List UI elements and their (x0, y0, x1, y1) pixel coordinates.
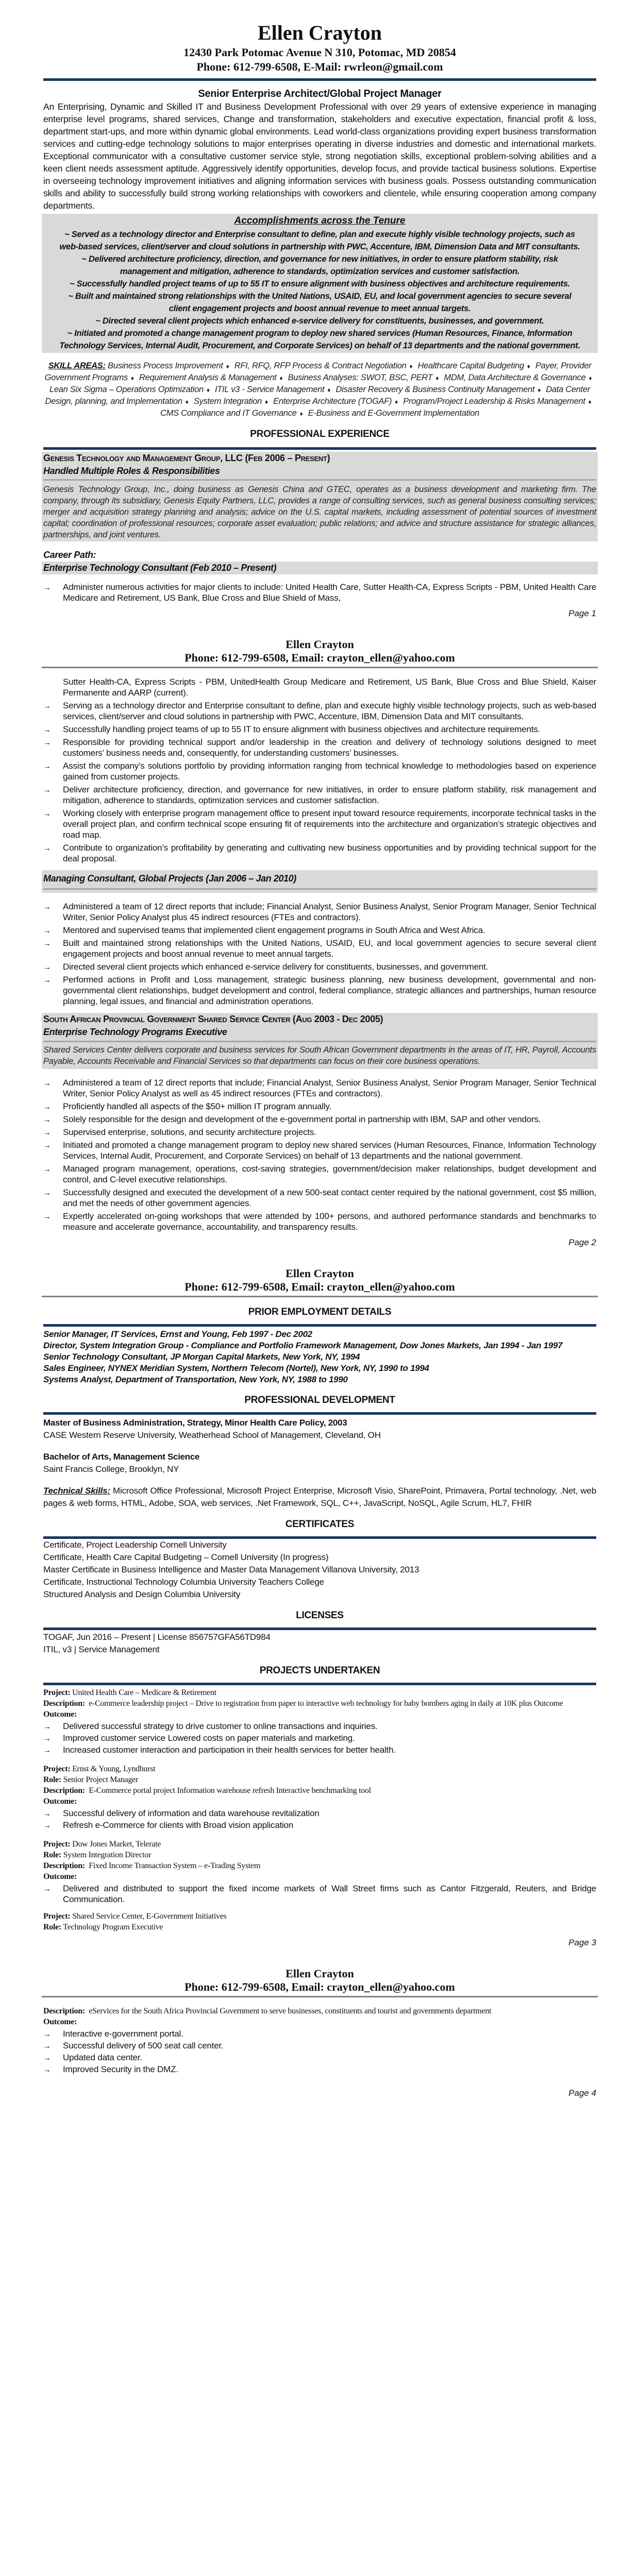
skill-item: ITIL v3 - Service Management (215, 385, 325, 394)
bullet-text: Performed actions in Profit and Loss management, strategic business planning, new business development, governmental and non-governmental client relationships, budget development and control, federal compliance, strategic alliances and partnerships, human resource planning, legal issues, and financial and administration operations. (63, 975, 596, 1006)
divider (43, 888, 596, 890)
skill-item: Healthcare Capital Budgeting (417, 361, 524, 370)
arrow-bullet-icon (43, 1077, 51, 1089)
outcome-label: Outcome: (43, 1797, 77, 1806)
divider (43, 447, 596, 450)
bullet-text: Working closely with enterprise program management office to present input toward resource requirements, incorporate technical tasks in the overall project plan, and confirm technical scope ensuring fit of requirements into the architecture and organization’s strategic objectives and road map. (63, 808, 596, 840)
outcome-label: Outcome: (43, 1710, 77, 1719)
bullet-list (43, 901, 596, 1007)
list-item (43, 961, 596, 972)
bullet-text: Managed program management, operations, cost-saving strategies, government/decision maker relationships, budget development and control, and C-level executive relationships. (63, 1164, 596, 1184)
list-item (43, 582, 596, 603)
professional-title: Senior Enterprise Architect/Global Project Manager (198, 88, 442, 99)
project-role: Technology Program Executive (63, 1923, 163, 1931)
list-item (43, 974, 596, 1007)
company-description: Genesis Technology Group, Inc., doing business as Genesis China and GTEC, operates as a business development and marketing firm. The company, through its subsidiary, Genesis Equity Partners, LLC, provides a range of consulting services, such as general business consulting services; merger and acquisition strategy planning and analysis; advice on the U.S. capital markets, including assessment of potential sources of investment capital; coordination of professional resources; corporate asset evaluation; public relations; and advice and structure assistance for strategic alliances, partnerships, and joint ventures. (43, 485, 596, 539)
contact-line: Phone: 612-799-6508, E-Mail: rwrleon@gmail.com (196, 60, 443, 73)
list-item (43, 925, 596, 936)
company-box-south-africa (42, 1013, 598, 1069)
outcome-label: Outcome: (43, 2018, 77, 2026)
company-box-genesis (42, 452, 598, 541)
divider (42, 1296, 598, 1297)
certificate: Master Certificate in Business Intelligence and Master Data Management Villanova University, 2013 (43, 1565, 419, 1574)
prior-job: Systems Analyst, Department of Transportation, New York, NY, 1988 to 1990 (43, 1375, 348, 1384)
skill-areas (43, 360, 596, 419)
list-item-continued (43, 676, 596, 698)
skill-areas-label: SKILL AREAS: (48, 361, 106, 370)
page-break (0, 1252, 639, 1267)
diamond-separator-icon (392, 397, 401, 406)
certificate: Certificate, Instructional Technology Columbia University Teachers College (43, 1577, 324, 1587)
degree: Master of Business Administration, Strategy, Minor Health Care Policy, 2003 (43, 1418, 347, 1428)
bullet-text: Delivered successful strategy to drive customer to online transactions and inquiries. (63, 1721, 378, 1731)
bullet-list (43, 1721, 596, 1755)
page-number: Page 4 (568, 2088, 596, 2098)
running-header-name: Ellen Crayton (285, 638, 354, 651)
diamond-separator-icon (406, 361, 415, 370)
description-label: Description: (43, 1861, 85, 1870)
project-entry (43, 1764, 596, 1807)
arrow-bullet-icon (43, 925, 51, 936)
bullet-text: Successful delivery of 500 seat call center. (63, 2041, 224, 2050)
candidate-name: Ellen Crayton (257, 21, 382, 44)
diamond-separator-icon (297, 409, 306, 418)
skill-item: System Integration (193, 397, 262, 406)
accomplishment-item: ~ Initiated and promoted a change management program to deploy new shared services (Human Resources, Finance, Information Technology Services, Internal Audit, Procurement, and Corporate Services) on behalf of 13 departments and the national government. (59, 329, 580, 350)
diamond-separator-icon (534, 385, 544, 394)
project-description: E-Commerce portal project Information warehouse refresh Interactive benchmarking tool (89, 1786, 371, 1795)
page-4-content (43, 1968, 596, 2099)
running-header-contact: Phone: 612-799-6508, Email: crayton_ellen@yahoo.com (184, 1280, 455, 1293)
bullet-list (43, 2028, 596, 2075)
diamond-separator-icon (128, 373, 137, 382)
list-item (43, 2040, 596, 2051)
page-1 (0, 0, 639, 623)
arrow-bullet-icon (43, 961, 51, 973)
company-name: South African Provincial Government Shared Service Center (Aug 2003 - Dec 2005) (43, 1014, 383, 1024)
accomplishment-item: ~ Successfully handled project teams of up to 55 IT to ensure alignment with business objectives and architecture requirements. (70, 279, 570, 289)
project-name: Ernst & Young, Lyndhurst (72, 1765, 156, 1773)
description-label: Description: (43, 2007, 85, 2015)
bullet-list (43, 1883, 596, 1905)
bullet-text: Solely responsible for the design and development of the e-government portal in partnership with IBM, SAP and other vendors. (63, 1114, 541, 1124)
page-2-content (43, 638, 596, 1249)
diamond-separator-icon (182, 397, 192, 406)
prior-job: Senior Manager, IT Services, Ernst and Young, Feb 1997 - Dec 2002 (43, 1329, 312, 1339)
bullet-text: Delivered and distributed to support the fixed income markets of Wall Street firms such as Cantor Fitzgerald, Reuters, and Bridge Communication. (63, 1884, 596, 1904)
page-3-content (43, 1267, 596, 1949)
arrow-bullet-icon (43, 582, 51, 593)
arrow-bullet-icon (43, 2028, 51, 2040)
skill-item: MDM, Data Architecture & Governance (444, 373, 586, 382)
role-label: Role: (43, 1775, 61, 1784)
divider (43, 1041, 596, 1042)
project-line (43, 1911, 596, 1922)
role-label: Role: (43, 1851, 61, 1859)
arrow-bullet-icon (43, 1733, 51, 1744)
list-item (43, 784, 596, 806)
company-name: Genesis Technology and Management Group, LLC (Feb 2006 – Present) (43, 453, 330, 463)
list-item (43, 938, 596, 959)
section-heading-prior-employment: PRIOR EMPLOYMENT DETAILS (248, 1307, 392, 1317)
arrow-bullet-icon (43, 1820, 51, 1831)
arrow-bullet-icon (43, 784, 51, 795)
project-line (43, 1764, 596, 1774)
arrow-bullet-icon (43, 2040, 51, 2052)
skill-item: CMS Compliance and IT Governance (160, 409, 297, 418)
divider (43, 1683, 596, 1685)
bullet-text: Deliver architecture proficiency, direction, and governance for new initiatives, in order to ensure platform stability, risk management and mitigation, adherence to standards, optimization services and customer satisfaction. (63, 785, 596, 805)
list-item (43, 1211, 596, 1232)
school: CASE Western Reserve University, Weatherhead School of Management, Cleveland, OH (43, 1430, 381, 1440)
divider (43, 1324, 596, 1327)
arrow-bullet-icon (43, 2052, 51, 2063)
bullet-text: Successfully designed and executed the development of a new 500-seat contact center required by the national government, cost $5 million, and met the needs of other government agencies. (63, 1188, 596, 1208)
description-line (43, 2006, 596, 2016)
skill-item: Disaster Recovery & Business Continuity Management (335, 385, 535, 394)
arrow-bullet-icon (43, 1744, 51, 1756)
page-number: Page 1 (568, 608, 596, 618)
list-item (43, 842, 596, 864)
project-description: eServices for the South Africa Provincial Government to serve businesses, constituents and tourist and governments department (89, 2007, 492, 2015)
divider (43, 78, 596, 81)
arrow-bullet-icon (43, 1187, 51, 1198)
diamond-separator-icon (276, 373, 285, 382)
description-line (43, 1860, 596, 1871)
bullet-text: Increased customer interaction and participation in their health services for better health. (63, 1745, 396, 1755)
section-heading-projects: PROJECTS UNDERTAKEN (259, 1665, 380, 1676)
description-line (43, 1698, 596, 1709)
skill-item: Enterprise Architecture (TOGAF) (273, 397, 392, 406)
skill-item: Data Center Design, planning, and Implementation (45, 385, 591, 406)
diamond-separator-icon (324, 385, 333, 394)
skill-item: RFI, RFQ, RFP Process & Contract Negotiation (234, 361, 407, 370)
role-line (43, 1850, 596, 1860)
description-line (43, 1785, 596, 1796)
project-label: Project: (43, 1688, 71, 1697)
diamond-separator-icon (524, 361, 533, 370)
summary-paragraph: An Enterprising, Dynamic and Skilled IT and Business Development Professional with over 29 years of extensive experience in managing enterprise level programs, shared services, Change and transformation, stakeholders and executive expectation, financial profit & loss, department start-ups, and more within dynamic global environments. Lead world-class organizations providing expert business transformation services and cutting-edge technology solutions to major enterprises operating in diverse industries and domestic and international markets. Exceptional communicator with a consultative customer service style, strong negotiation skills, exceptional problem-solving abilities and a keen client needs assessment aptitude. Aggressively identify opportunities, develop focus, and provide tactical business solutions. Expertise in overseeing technology improvement initiatives and aligning information services with business goals. Possess outstanding communication skills and ability to successfully build strong working relationships with coworkers and clientele, while ensuring cooperation among company departments. (43, 101, 596, 211)
list-item (43, 760, 596, 782)
arrow-bullet-icon (43, 808, 51, 819)
project-entry (43, 1687, 596, 1720)
prior-job: Director, System Integration Group - Compliance and Portfolio Framework Management, Dow Jones Markets, Jan 1994 - Jan 1997 (43, 1341, 563, 1350)
project-description: e-Commerce leadership project – Drive to registration from paper to interactive web technology for baby bombers aging in daily at 10K plus Outcome (89, 1699, 563, 1708)
running-header-name: Ellen Crayton (285, 1967, 354, 1980)
project-label: Project: (43, 1912, 71, 1921)
list-item (43, 2028, 596, 2039)
bullet-text: Updated data center. (63, 2053, 142, 2062)
arrow-bullet-icon (43, 1114, 51, 1125)
list-item (43, 1114, 596, 1125)
bullet-text: Contribute to organization’s profitability by generating and cultivating new business opportunities and by providing technical support for the deal proposal. (63, 843, 596, 863)
certificate: Structured Analysis and Design Columbia University (43, 1589, 241, 1599)
description-label: Description: (43, 1699, 85, 1708)
bullet-text: Assist the company’s solutions portfolio by providing information ranging from technical knowledge to methodologies based on experience gained from customer projects. (63, 761, 596, 782)
arrow-bullet-icon (43, 1127, 51, 1138)
skill-item: Requirement Analysis & Management (139, 373, 277, 382)
career-path-label: Career Path: (43, 550, 96, 560)
list-item (43, 808, 596, 840)
list-item (43, 737, 596, 758)
project-label: Project: (43, 1840, 71, 1849)
divider (42, 1996, 598, 1997)
technical-skills (43, 1485, 596, 1510)
accomplishment-item: ~ Delivered architecture proficiency, direction, and governance for new initiatives, in order to ensure platform stability, risk management and mitigation, adherence to standards, optimization services and customer satisfaction. (81, 255, 558, 276)
skill-item: E-Business and E-Government Implementation (308, 409, 479, 418)
accomplishment-item: ~ Built and maintained strong relationships with the United Nations, USAID, EU, and local government agencies to secure several client engagement projects and boost annual revenue to meet annual targets. (68, 292, 571, 313)
project-description: Fixed Income Transaction System – e-Trading System (89, 1861, 261, 1870)
project-label: Project: (43, 1765, 71, 1773)
diamond-separator-icon (204, 385, 213, 394)
bullet-list (43, 1077, 596, 1232)
bullet-text: Proficiently handled all aspects of the $50+ million IT program annually. (63, 1101, 332, 1111)
accomplishments-heading: Accomplishments across the Tenure (234, 215, 406, 226)
bullet-text: Sutter Health-CA, Express Scripts - PBM, UnitedHealth Group Medicare and Retirement, US Bank, Blue Cross and Blue Shield, Kaiser Permanente and AARP (current). (63, 677, 596, 698)
bullet-list (43, 1808, 596, 1831)
arrow-bullet-icon (43, 1883, 51, 1894)
list-item (43, 1808, 596, 1819)
bullet-text: Administered a team of 12 direct reports that include; Financial Analyst, Senior Business Analyst, Senior Program Manager, Senior Technical Writer, Senior Policy Analyst plus 45 indirect resources (FTEs and contractors). (63, 902, 596, 922)
arrow-bullet-icon (43, 1163, 51, 1175)
degree: Bachelor of Arts, Management Science (43, 1452, 200, 1462)
divider (43, 479, 596, 481)
divider (43, 1628, 596, 1630)
technical-skills-label: Technical Skills: (43, 1486, 110, 1496)
arrow-bullet-icon (43, 700, 51, 711)
bullet-list (43, 582, 596, 603)
page-number: Page 3 (568, 1938, 596, 1947)
running-header-name: Ellen Crayton (285, 1267, 354, 1280)
project-role: System Integration Director (63, 1851, 152, 1859)
skill-item: Payer, Provider Government Programs (44, 361, 592, 382)
page-number: Page 2 (568, 1238, 596, 1247)
divider (42, 667, 598, 668)
project-line (43, 1687, 596, 1698)
prior-job: Sales Engineer, NYNEX Meridian System, Northern Telecom (Nortel), New York, NY, 1990 to 1994 (43, 1363, 429, 1373)
diamond-separator-icon (586, 373, 595, 382)
accomplishments-box (42, 214, 598, 353)
bullet-text: Built and maintained strong relationships with the United Nations, USAID, EU, and local government agencies to secure several client engagement projects and boost annual revenue to meet annual targets. (63, 938, 596, 959)
arrow-bullet-icon (43, 842, 51, 854)
company-description: Shared Services Center delivers corporate and business services for South African Government departments in the areas of IT, HR, Payroll, Accounts Payable, Accounts Receivable and Financial Services so that departments can focus on their core business operations. (43, 1045, 596, 1066)
skill-item: Business Analyses: SWOT, BSC, PERT (288, 373, 433, 382)
section-heading-experience: PROFESSIONAL EXPERIENCE (250, 429, 390, 439)
project-entry (43, 1839, 596, 1882)
arrow-bullet-icon (43, 1721, 51, 1732)
bullet-text: Responsible for providing technical support and/or leadership in the creation and delivery of technology solutions designed to meet customers’ business needs and, consequently, for understanding customers’ businesses. (63, 737, 596, 758)
bullet-text: Refresh e-Commerce for clients with Broad vision application (63, 1820, 294, 1830)
license: ITIL, v3 | Service Management (43, 1645, 160, 1654)
certificate: Certificate, Project Leadership Cornell University (43, 1540, 227, 1550)
skill-item: Lean Six Sigma – Operations Optimization (49, 385, 204, 394)
bullet-text: Interactive e-government portal. (63, 2029, 183, 2039)
accomplishment-item: ~ Directed several client projects which enhanced e-service delivery for constituents, businesses, and government. (95, 316, 544, 326)
description-label: Description: (43, 1786, 85, 1795)
outcome-label: Outcome: (43, 1872, 77, 1881)
project-entry (43, 1911, 596, 1933)
running-header-contact: Phone: 612-799-6508, Email: crayton_ellen@yahoo.com (184, 1980, 455, 1993)
arrow-bullet-icon (43, 974, 51, 986)
section-heading-certificates: CERTIFICATES (285, 1519, 355, 1530)
diamond-separator-icon (262, 397, 271, 406)
diamond-separator-icon (223, 361, 232, 370)
page-1-content (43, 0, 596, 620)
arrow-bullet-icon (43, 760, 51, 772)
diamond-separator-icon (432, 373, 442, 382)
arrow-bullet-icon (43, 901, 51, 912)
bullet-text: Successful delivery of information and data warehouse revitalization (63, 1808, 320, 1818)
bullet-text: Improved customer service Lowered costs on paper materials and marketing. (63, 1733, 355, 1743)
bullet-text: Serving as a technology director and Enterprise consultant to define, plan and execute highly visible technology projects, such as web-based services, client/server and cloud solutions in partnership with PWC, Accenture, IBM, Dimension Data and MIT consultants. (63, 701, 596, 721)
list-item (43, 700, 596, 722)
address: 12430 Park Potomac Avenue N 310, Potomac, MD 20854 (183, 46, 456, 59)
bullet-list (43, 676, 596, 864)
bullet-text: Directed several client projects which enhanced e-service delivery for constituents, businesses, and government. (63, 962, 489, 972)
list-item (43, 1077, 596, 1099)
list-item (43, 1744, 596, 1755)
list-item (43, 1187, 596, 1209)
section-heading-licenses: LICENSES (296, 1610, 344, 1621)
skill-item: Business Process Improvement (108, 361, 223, 370)
divider (43, 1412, 596, 1415)
role-box-managing-consultant (42, 870, 598, 893)
list-item (43, 1140, 596, 1161)
arrow-bullet-icon (43, 1140, 51, 1151)
page-break (0, 1952, 639, 1968)
arrow-bullet-icon (43, 737, 51, 748)
bullet-text: Successfully handling project teams of up to 55 IT to ensure alignment with business objectives and architecture requirements. (63, 724, 541, 734)
certificate: Certificate, Health Care Capital Budgeting – Cornell University (In progress) (43, 1552, 329, 1562)
role-title: Managing Consultant, Global Projects (Jan 2006 – Jan 2010) (43, 873, 296, 884)
list-item (43, 2064, 596, 2075)
arrow-bullet-icon (43, 938, 51, 949)
company-subtitle: Handled Multiple Roles & Responsibilities (43, 466, 220, 476)
role-label: Role: (43, 1923, 61, 1931)
running-header-contact: Phone: 612-799-6508, Email: crayton_ellen@yahoo.com (184, 651, 455, 664)
technical-skills-list: Microsoft Office Professional, Microsoft Project Enterprise, Microsoft Visio, SharePoint, Primavera, Portal technology, .Net, web pages & web forms, HTML, Adobe, SOA, web services, .Net Framework, SQL, C++, JavaScript, NoSQL, Agile Scrum, HL7, FHIR (43, 1486, 596, 1508)
project-name: United Health Care – Medicare & Retirement (72, 1688, 216, 1697)
arrow-bullet-icon (43, 724, 51, 735)
list-item (43, 1163, 596, 1185)
prior-job: Senior Technology Consultant, JP Morgan Capital Markets, New York, NY, 1994 (43, 1352, 360, 1362)
page-3 (0, 1267, 639, 1952)
bullet-text: Expertly accelerated on-going workshops that were attended by 100+ persons, and authored performance standards and benchmarks to measure and accelerate governance, accountability, and transparency results. (63, 1211, 596, 1232)
bullet-text: Administer numerous activities for major clients to include: United Health Care, Sutter Health-CA, Express Scripts - PBM, United Health Care Medicare and Retirement, US Bank, Blue Cross and Blue Shield of Mass, (63, 582, 596, 603)
list-item (43, 2052, 596, 2063)
project-entry-continued (43, 2006, 596, 2027)
diamond-separator-icon (585, 397, 595, 406)
bullet-text: Initiated and promoted a change management program to deploy new shared services (Human Resources, Finance, Information Technology Services, Internal Audit, Procurement, and Corporate Services) on behalf of 13 departments and the national government. (63, 1140, 596, 1161)
page-4 (0, 1968, 639, 2103)
list-item (43, 1127, 596, 1138)
license: TOGAF, Jun 2016 – Present | License 856757GFA56TD984 (43, 1632, 271, 1642)
project-name: Dow Jones Market, Telerate (72, 1840, 161, 1849)
arrow-bullet-icon (43, 1808, 51, 1819)
skill-item: Program/Project Leadership & Risks Management (403, 397, 585, 406)
role-line (43, 1922, 596, 1933)
list-item (43, 1883, 596, 1905)
role-line (43, 1774, 596, 1785)
accomplishment-item: ~ Served as a technology director and Enterprise consultant to define, plan and execute highly visible technology projects, such as web-based services, client/server and cloud solutions in partnership with PWC, Accenture, IBM, Dimension Data and MIT consultants. (59, 230, 580, 251)
bullet-text: Administered a team of 12 direct reports that include; Financial Analyst, Senior Business Analyst, Senior Program Manager, Senior Technical Writer, Senior Policy Analyst as well as 45 indirect resources (FTEs and contractors). (63, 1078, 596, 1098)
project-line (43, 1839, 596, 1850)
arrow-bullet-icon (43, 2064, 51, 2075)
list-item (43, 724, 596, 735)
list-item (43, 1721, 596, 1732)
section-heading-professional-development: PROFESSIONAL DEVELOPMENT (244, 1395, 395, 1405)
page-2 (0, 638, 639, 1252)
school: Saint Francis College, Brooklyn, NY (43, 1464, 179, 1474)
arrow-bullet-icon (43, 1211, 51, 1222)
list-item (43, 1101, 596, 1112)
bullet-text: Improved Security in the DMZ. (63, 2064, 178, 2074)
bullet-text: Mentored and supervised teams that implemented client engagement programs in South Africa and West Africa. (63, 925, 485, 935)
page-break (0, 623, 639, 638)
list-item (43, 1820, 596, 1831)
bullet-text: Supervised enterprise, solutions, and security architecture projects. (63, 1127, 316, 1137)
project-role: Senior Project Manager (63, 1775, 138, 1784)
list-item (43, 901, 596, 923)
arrow-bullet-icon (43, 1101, 51, 1112)
project-name: Shared Service Center, E-Government Initiatives (72, 1912, 227, 1921)
company-subtitle: Enterprise Technology Programs Executive (43, 1027, 227, 1037)
list-item (43, 1733, 596, 1743)
role-title: Enterprise Technology Consultant (Feb 2010 – Present) (42, 562, 598, 574)
